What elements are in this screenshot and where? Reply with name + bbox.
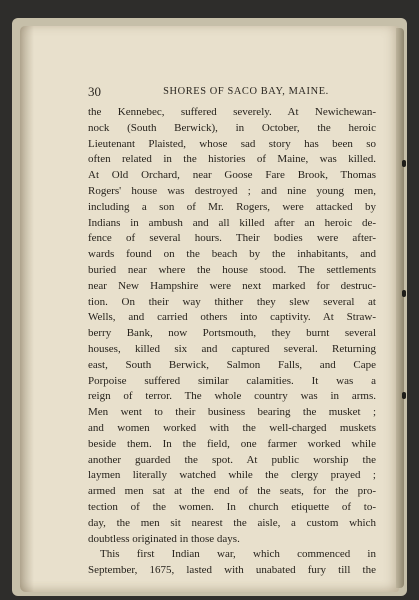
page-header [88,84,376,100]
text-line: This first Indian war, which commenced in [100,548,376,561]
text-line: Indians in ambush and all killed after an heroic de- [88,216,376,229]
text-line: tion. On their way thither they slew several at [88,295,376,308]
text-line: fence of several hours. Their bodies were after- [88,232,376,245]
text-line: reign of terror. The whole country was in arms. [88,390,376,403]
text-line: and women worked with the well-charged muskets [88,421,376,434]
text-line: another guarded the spot. At public worship the [88,453,376,466]
text-line: often related in the histories of Maine, was killed. [88,153,376,166]
edge-notch [402,160,406,167]
text-line: Wells, and carried others into captivity. At Straw- [88,311,376,324]
text-line: houses, killed six and captured several. Returning [88,342,376,355]
text-line: Lieutenant Plaisted, whose sad story has been so [88,137,376,150]
text-line: berry Bank, now Portsmouth, they burnt several [88,327,376,340]
body-text [88,105,376,579]
text-line: including a son of Mr. Rogers, were attacked by [88,200,376,213]
text-line: nock (South Berwick), in October, the heroic [88,121,376,134]
text-line: laymen literally watched while the clergy prayed ; [88,469,376,482]
edge-notch [402,290,406,297]
text-line: September, 1675, lasted with unabated fury till the [88,564,376,577]
text-line: wards found on the beach by the inhabitants, and [88,248,376,261]
text-line: Men went to their business bearing the musket ; [88,406,376,419]
text-line: near New Hampshire were next marked for destruc- [88,279,376,292]
text-line: At Old Orchard, near Goose Fare Brook, Thomas [88,169,376,182]
text-line: beside them. In the field, one farmer worked while [88,437,376,450]
edge-notch [402,392,406,399]
text-line: east, South Berwick, Salmon Falls, and Cape [88,358,376,371]
gutter-shadow [20,26,34,592]
page-fore-edge [396,28,404,588]
text-line: Rogers' house was destroyed ; and nine young men, [88,184,376,197]
text-line: doubtless originated in those days. [88,532,240,545]
text-line: tection of the women. In church etiquette of to- [88,500,376,513]
text-line: day, the men sit nearest the aisle, a custom which [88,516,376,529]
text-line: buried near where the house stood. The settlements [88,263,376,276]
text-line: armed men sat at the end of the seats, for the pro- [88,485,376,498]
running-head: SHORES OF SACO BAY, MAINE. [163,86,329,97]
text-line: the Kennebec, suffered severely. At Newichewan- [88,106,376,118]
page-number: 30 [88,84,101,99]
text-line: Porpoise suffered similar calamities. It was a [88,374,376,387]
